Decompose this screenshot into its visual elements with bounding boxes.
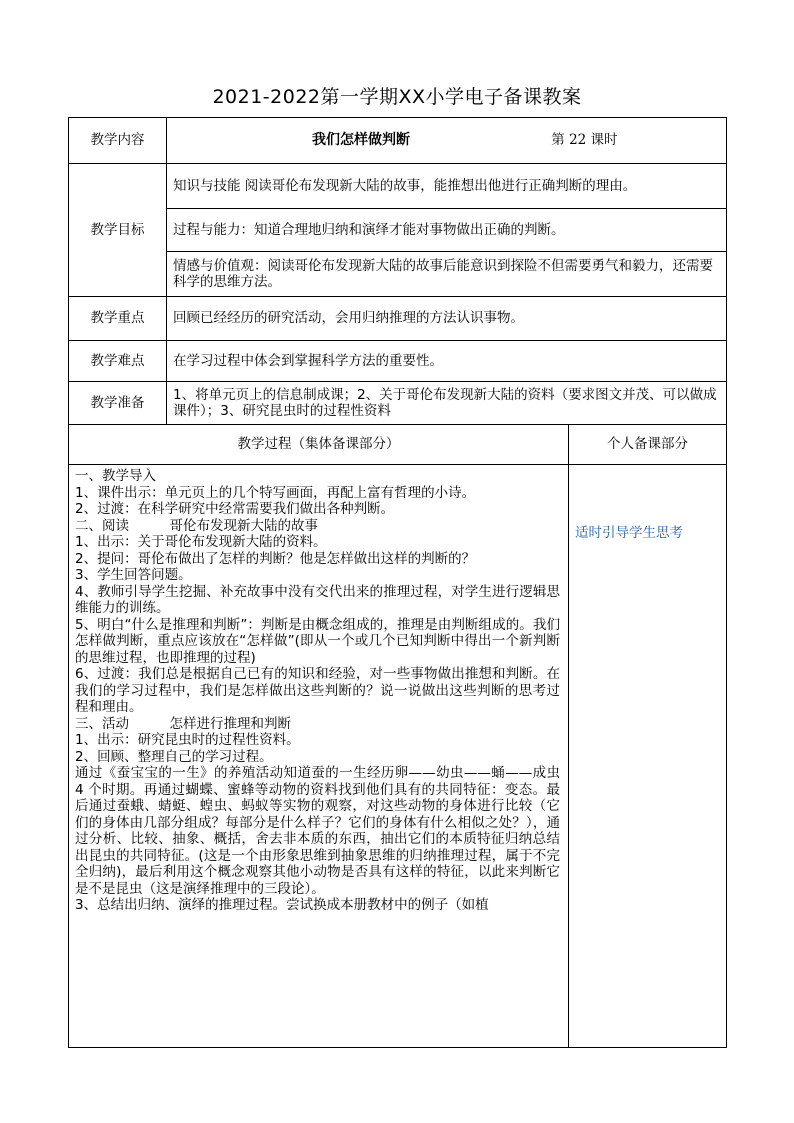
process-line: 1、课件出示：单元页上的几个特写画面，再配上富有哲理的小诗。 (75, 484, 476, 501)
process-line: 一、教学导入 (75, 468, 156, 484)
label-preparation: 教学准备 (69, 382, 167, 425)
objective-2: 过程与能力：知道合理地归纳和演绎才能对事物做出正确的判断。 (167, 209, 727, 252)
row-process-body (69, 465, 727, 1048)
process-content (69, 465, 569, 1048)
lesson-topic: 我们怎样做判断 (312, 132, 410, 149)
objective-3: 情感与价值观：阅读哥伦布发现新大陆的故事后能意识到探险不但需要勇气和毅力，还需要科学的思维方法。 (167, 252, 727, 297)
label-objectives: 教学目标 (69, 164, 167, 297)
topic-cell (167, 118, 727, 164)
row-objective-1 (69, 164, 727, 209)
key-points-text: 回顾已经经历的研究活动，会用归纳推理的方法认识事物。 (167, 297, 727, 341)
label-difficulties: 教学难点 (69, 341, 167, 382)
personal-note: 适时引导学生思考 (569, 465, 727, 1048)
process-header-collective: 教学过程（集体备课部分） (69, 425, 569, 465)
process-line: 3、总结出归纳、演绎的推理过程。尝试换成本册教材中的例子（如植 (75, 897, 489, 913)
row-objective-3 (69, 252, 727, 297)
process-line: 1、出示：关于哥伦布发现新大陆的资料。 (75, 534, 327, 550)
process-line: 三、活动 怎样进行推理和判断 (75, 715, 291, 732)
row-preparation (69, 382, 727, 425)
process-line: 5、明白“什么是推理和判断”：判断是由概念组成的，推理是由判断组成的。我们怎样做判断，重点应该放在“怎样做”(即从一个或几个已知判断中得出一个新判断的思维过程，也即推理的过程) (75, 616, 560, 666)
process-line: 1、出示：研究昆虫时的过程性资料。 (75, 732, 300, 748)
label-teaching-content: 教学内容 (69, 118, 167, 164)
preparation-text: 1、将单元页上的信息制成课；2、关于哥伦布发现新大陆的资料（要求图文并茂、可以做成课件）；3、研究昆虫时的过程性资料 (167, 382, 727, 425)
objective-1: 知识与技能 阅读哥伦布发现新大陆的故事，能推想出他进行正确判断的理由。 (167, 164, 727, 209)
process-line: 4、教师引导学生挖掘、补充故事中没有交代出来的推理过程，对学生进行逻辑思维能力的训练。 (75, 583, 560, 616)
lesson-period: 第 22 课时 (551, 132, 618, 149)
row-process-header (69, 425, 727, 465)
difficulties-text: 在学习过程中体会到掌握科学方法的重要性。 (167, 341, 727, 382)
label-key-points: 教学重点 (69, 297, 167, 341)
process-header-personal: 个人备课部分 (569, 425, 727, 465)
process-line: 通过《蚕宝宝的一生》的养殖活动知道蚕的一生经历卵——幼虫——蛹——成虫 4 个时期。再通过蝴蝶、蜜蜂等动物的资料找到他们具有的共同特征：变态。最后通过蚕蛾、蜻蜓、蝗虫、蚂蚁等实物的观察，对这些动物的身体进行比较（它们的身体由几部分组成？每部分是什么样子？它们的身体有什么相似之处？），通过分析、比较、抽象、概括，舍去非本质的东西，抽出它们的本质特征归纳总结出昆虫的共同特征。(这是一个由形象思维到抽象思维的归纳推理过程，属于不完全归纳)，最后利用这个概念观察其他小动物是否具有这样的特征，以此来判断它是不是昆虫（这是演绎推理中的三段论）。 (75, 765, 560, 897)
process-line: 3、学生回答问题。 (75, 567, 192, 583)
row-teaching-content (69, 118, 727, 164)
process-line: 6、过渡：我们总是根据自己已有的知识和经验，对一些事物做出推想和判断。在我们的学习过程中，我们是怎样做出这些判断的？说一说做出这些判断的思考过程和理由。 (75, 666, 560, 715)
process-line: 二、阅读 哥伦布发现新大陆的故事 (75, 517, 318, 534)
row-difficulties (69, 341, 727, 382)
lesson-plan-table (68, 117, 727, 1048)
process-line: 2、提问：哥伦布做出了怎样的判断？他是怎样做出这样的判断的？ (75, 550, 476, 567)
row-objective-2 (69, 209, 727, 252)
document-title: 2021-2022第一学期XX小学电子备课教案 (212, 86, 582, 108)
row-key-points (69, 297, 727, 341)
process-line: 2、回顾、整理自己的学习过程。 (75, 748, 273, 765)
process-line: 2、过渡：在科学研究中经常需要我们做出各种判断。 (75, 501, 395, 517)
